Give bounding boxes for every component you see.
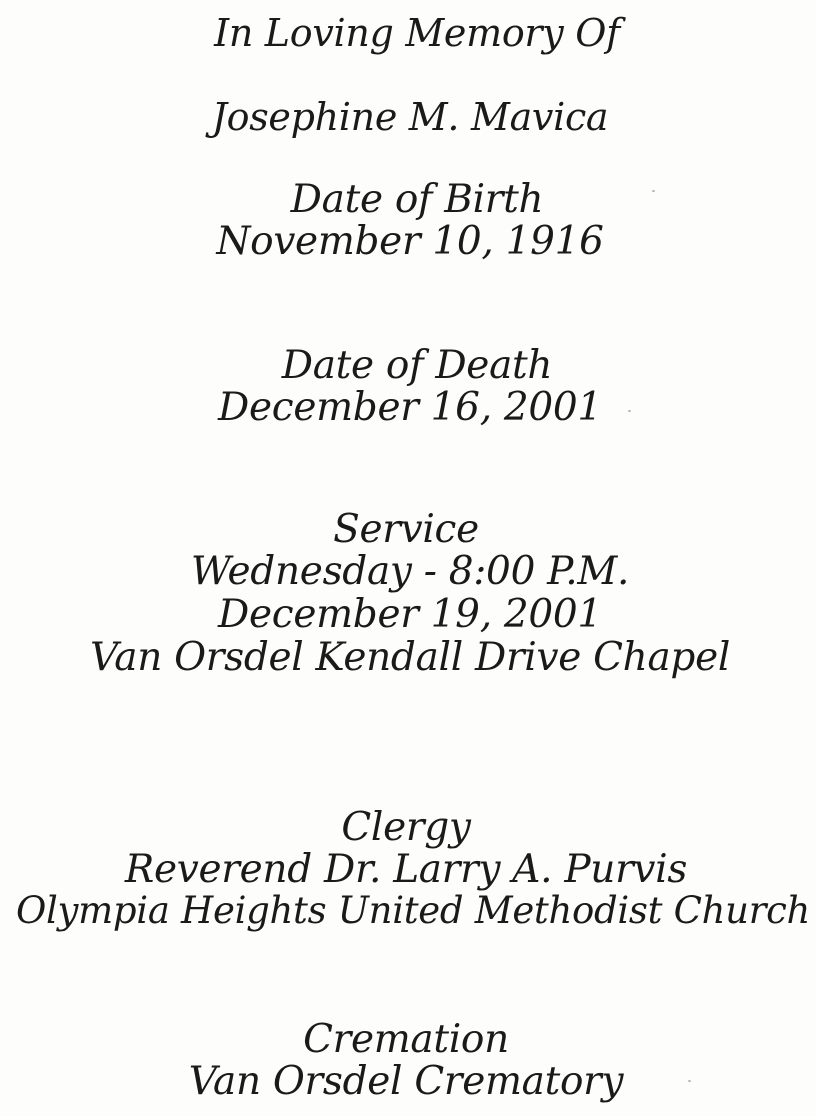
death-date: December 16, 2001 xyxy=(218,385,602,430)
service-label: Service xyxy=(333,507,479,552)
scan-speck xyxy=(628,410,631,412)
clergy-name: Reverend Dr. Larry A. Purvis xyxy=(124,847,688,892)
birth-label: Date of Birth xyxy=(290,177,544,222)
deceased-name: Josephine M. Mavica xyxy=(211,95,609,139)
service-time: Wednesday - 8:00 P.M. xyxy=(190,549,630,594)
scan-speck xyxy=(688,1080,691,1082)
death-label: Date of Death xyxy=(281,343,553,388)
service-date: December 19, 2001 xyxy=(218,592,602,637)
birth-date: November 10, 1916 xyxy=(216,219,604,264)
cremation-place: Van Orsdel Crematory xyxy=(188,1059,624,1104)
service-location: Van Orsdel Kendall Drive Chapel xyxy=(89,635,731,680)
clergy-label: Clergy xyxy=(341,805,471,850)
scan-speck xyxy=(652,190,655,192)
cremation-label: Cremation xyxy=(303,1017,509,1062)
memorial-heading: In Loving Memory Of xyxy=(214,11,620,55)
clergy-church: Olympia Heights United Methodist Church xyxy=(15,889,811,932)
